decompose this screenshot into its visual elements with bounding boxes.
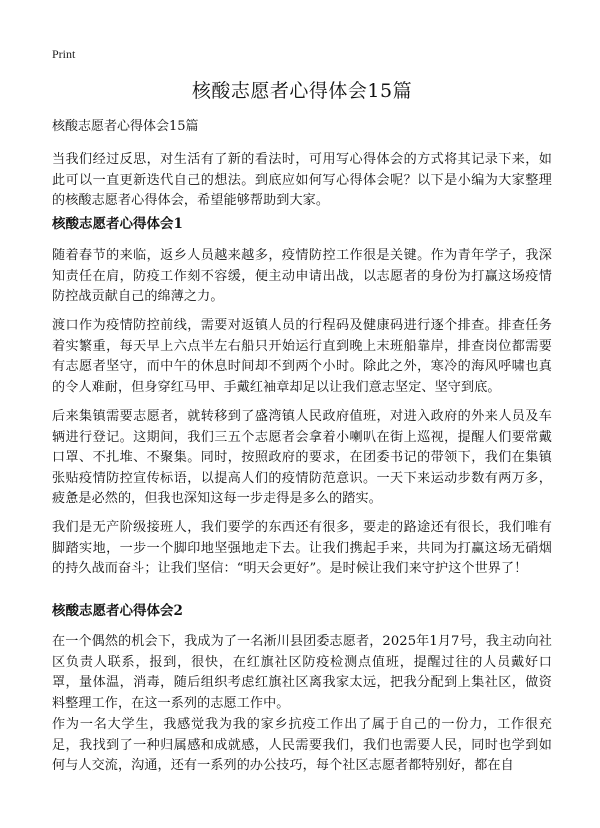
section-1-paragraph-2: 渡口作为疫情防控前线，需要对返镇人员的行程码及健康码进行逐个排查。排查任务着实繁重，每天早上六点半左右船只开始运行直到晚上末班船靠岸，排查岗位都需要有志愿者坚守，而中午的休息时间却不到两个小时。除此之外，寒冷的海风呼啸也真的令人难耐，但身穿红马甲、手戴红袖章却足以让我们意志坚定、坚守到底。 (52, 318, 552, 395)
intro-paragraph: 当我们经过反思，对生活有了新的看法时，可用写心得体会的方式将其记录下来，如此可以一直更新迭代自己的想法。到底应如何写心得体会呢？以下是小编为大家整理的核酸志愿者心得体会，希望能够帮助到大家。 (52, 152, 552, 209)
section-heading-2: 核酸志愿者心得体会2 (52, 603, 183, 619)
page-title: 核酸志愿者心得体会15篇 (191, 80, 413, 102)
section-1-paragraph-3: 后来集镇需要志愿者，就转移到了盛湾镇人民政府值班，对进入政府的外来人员及车辆进行登记。这期间，我们三五个志愿者会拿着小喇叭在街上巡视，提醒人们要常戴口罩、不扎堆、不聚集。同时，按照政府的要求，在团委书记的带领下，我们在集镇张贴疫情防控宣传标语，以提高人们的疫情防范意识。一天下来运动步数有两万多，疲惫是必然的，但我也深知这每一步走得是多么的踏实。 (52, 409, 552, 507)
section-1-paragraph-4: 我们是无产阶级接班人，我们要学的东西还有很多，要走的路途还有很长，我们唯有脚踏实地，一步一个脚印地坚强地走下去。让我们携起手来，共同为打赢这场无硝烟的持久战而奋斗；让我们坚信：“明天会更好”。是时候让我们来守护这个世界了！ (52, 520, 552, 577)
document-subtitle: 核酸志愿者心得体会15篇 (52, 119, 199, 134)
section-heading-1: 核酸志愿者心得体会1 (52, 216, 183, 232)
section-1-paragraph-1: 随着春节的来临，返乡人员越来越多，疫情防控工作很是关键。作为青年学子，我深知责任在肩，防疫工作刻不容缓，便主动申请出战，以志愿者的身份为打赢这场疫情防控战贡献自己的绵薄之力。 (52, 248, 552, 305)
section-2-paragraph-2: 作为一名大学生，我感觉我为我的家乡抗疫工作出了属于自己的一份力，工作很充足，我找到了一种归属感和成就感，人民需要我们，我们也需要人民，同时也学到如何与人交流，沟通，还有一系列的办公技巧，每个社区志愿者都特别好，都在自 (52, 717, 552, 774)
print-link[interactable]: Print (52, 47, 76, 61)
section-2-paragraph-1: 在一个偶然的机会下，我成为了一名淅川县团委志愿者，2025年1月7号，我主动向社区负责人联系，报到，很快，在红旗社区防疫检测点值班，提醒过往的人员戴好口罩，量体温，消毒，随后组织考虑红旗社区离我家太远，把我分配到上集社区，做资料整理工作，在这一系列的志愿工作中。 (52, 634, 552, 711)
